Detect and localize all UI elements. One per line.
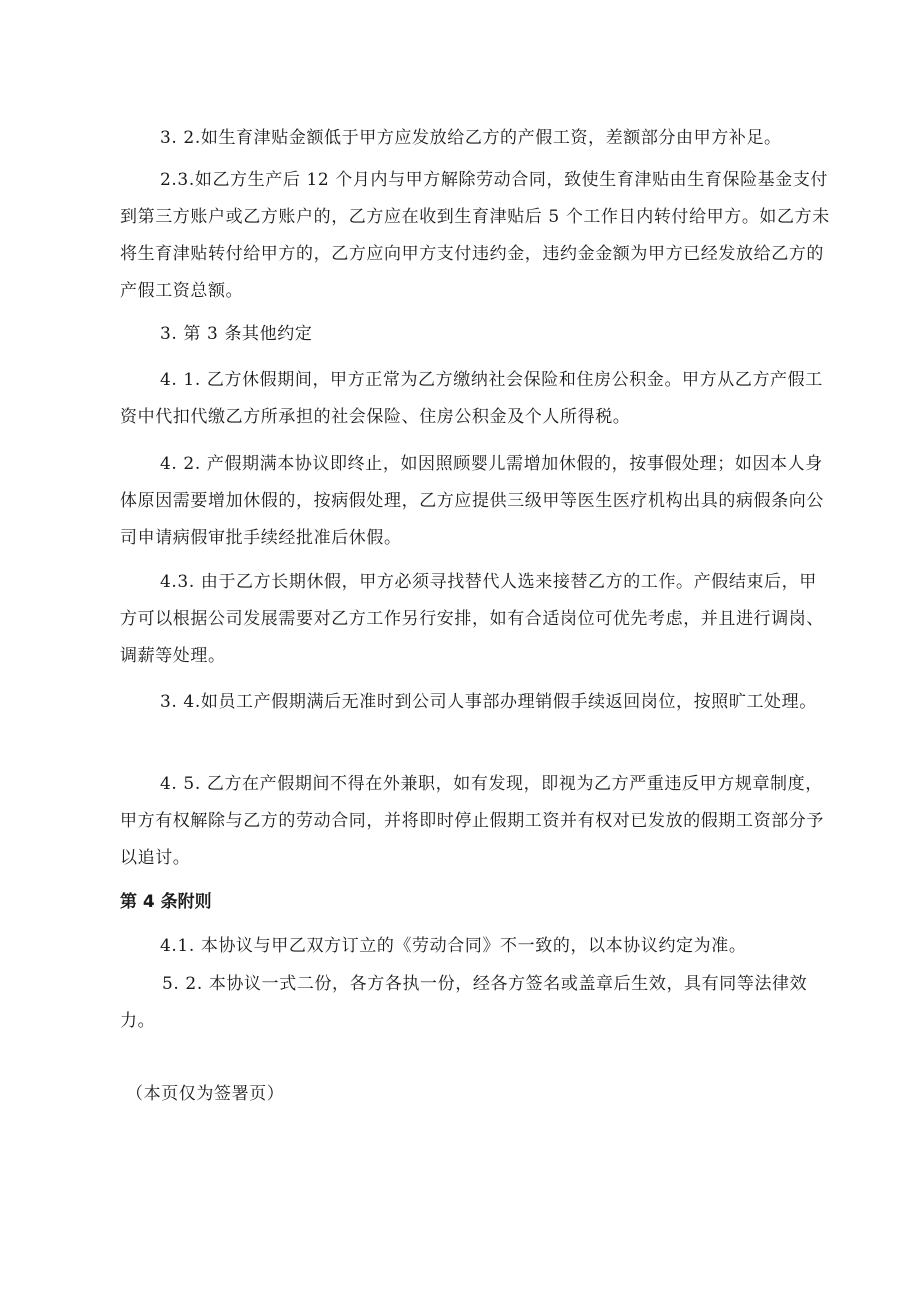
appendix-4-2: 5. 2. 本协议一式二份，各方各执一份，经各方签名或盖章后生效，具有同等法律效力。: [120, 974, 808, 1031]
clause-4-3: 4.3. 由于乙方长期休假，甲方必须寻找替代人选来接替乙方的工作。产假结束后，甲方可以根据公司发展需要对乙方工作另行安排，如有合适岗位可优先考虑，并且进行调岗、调薪等处理。: [120, 572, 824, 666]
clause-3-2: 3. 2.如生育津贴金额低于甲方应发放给乙方的产假工资，差额部分由甲方补足。: [160, 128, 782, 148]
clause-4-1: 4. 1. 乙方休假期间，甲方正常为乙方缴纳社会保险和住房公积金。甲方从乙方产假工资中代扣代缴乙方所承担的社会保险、住房公积金及个人所得税。: [120, 370, 823, 427]
clause-4-2: 4. 2. 产假期满本协议即终止，如因照顾婴儿需增加休假的，按事假处理；如因本人身体原因需要增加休假的，按病假处理，乙方应提供三级甲等医生医疗机构出具的病假条向公司申请病假审批手续经批准后休假。: [120, 454, 824, 548]
appendix-4-1: 4.1. 本协议与甲乙双方订立的《劳动合同》不一致的，以本协议约定为准。: [160, 936, 747, 956]
clause-2-3: 2.3.如乙方生产后 12 个月内与甲方解除劳动合同，致使生育津贴由生育保险基金支付到第三方账户或乙方账户的，乙方应在收到生育津贴后 5 个工作日内转付给甲方。如乙方未将生育津贴转付给甲方的，乙方应向甲方支付违约金，违约金金额为甲方已经发放给乙方的产假工资总额。: [120, 170, 830, 301]
clause-3-4: 3. 4.如员工产假期满后无准时到公司人事部办理销假手续返回岗位，按照旷工处理。: [160, 692, 817, 712]
section-4-heading: 第 4 条附则: [120, 892, 212, 912]
signature-page-note: （本页仅为签署页）: [126, 1084, 285, 1104]
clause-4-5: 4. 5. 乙方在产假期间不得在外兼职，如有发现，即视为乙方严重违反甲方规章制度，甲方有权解除与乙方的劳动合同，并将即时停止假期工资并有权对已发放的假期工资部分予以追讨。: [120, 774, 824, 868]
section-3-title: 3. 第 3 条其他约定: [160, 324, 313, 344]
